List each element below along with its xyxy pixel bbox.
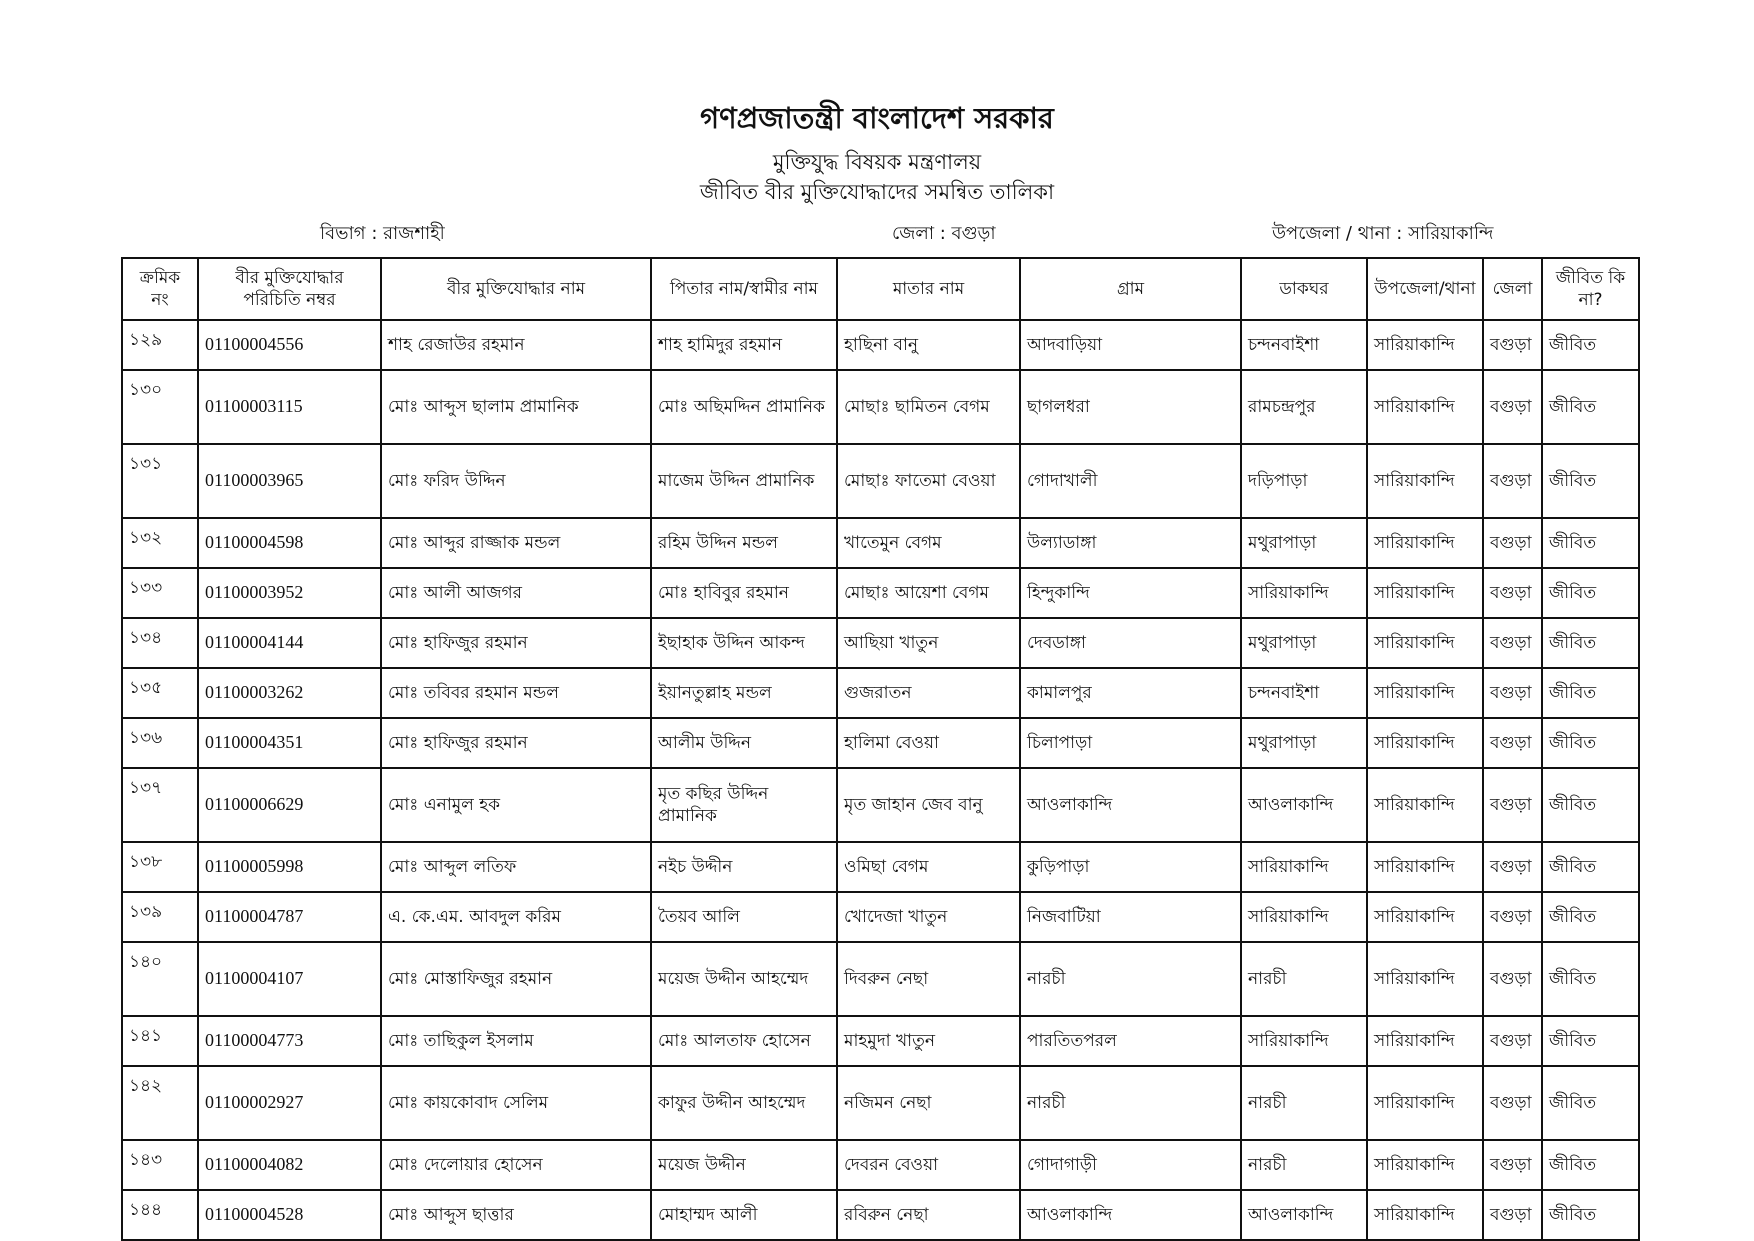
cell-id: 01100004082	[198, 1140, 381, 1190]
table-row	[122, 568, 1639, 618]
table-row	[122, 668, 1639, 718]
table-row	[122, 1016, 1639, 1066]
cell-mother: নজিমন নেছা	[837, 1066, 1020, 1140]
district-label: জেলা : বগুড়া	[892, 223, 996, 244]
cell-district: বগুড়া	[1483, 718, 1542, 768]
cell-district: বগুড়া	[1483, 668, 1542, 718]
cell-upazila: সারিয়াকান্দি	[1367, 668, 1483, 718]
cell-sl: ১৩৬	[122, 718, 198, 768]
table-row	[122, 618, 1639, 668]
cell-name: এ. কে.এম. আবদুল করিম	[381, 892, 651, 942]
cell-upazila: সারিয়াকান্দি	[1367, 618, 1483, 668]
cell-village: দেবডাঙ্গা	[1020, 618, 1241, 668]
table-header-row	[122, 258, 1639, 320]
cell-id: 01100006629	[198, 768, 381, 842]
cell-post: সারিয়াকান্দি	[1241, 568, 1367, 618]
cell-sl: ১৩১	[122, 444, 198, 518]
cell-village: চিলাপাড়া	[1020, 718, 1241, 768]
cell-father: ময়েজ উদ্দীন	[651, 1140, 837, 1190]
cell-post: মথুরাপাড়া	[1241, 718, 1367, 768]
upazila-label: উপজেলা / থানা : সারিয়াকান্দি	[1272, 223, 1494, 244]
cell-district: বগুড়া	[1483, 518, 1542, 568]
cell-status: জীবিত	[1542, 444, 1639, 518]
cell-id: 01100003965	[198, 444, 381, 518]
cell-upazila: সারিয়াকান্দি	[1367, 768, 1483, 842]
freedom-fighter-table	[121, 257, 1640, 1241]
cell-sl: ১৪৪	[122, 1190, 198, 1240]
column-header: গ্রাম	[1020, 258, 1241, 320]
cell-village: নারচী	[1020, 1066, 1241, 1140]
cell-name: মোঃ আব্দুস ছাত্তার	[381, 1190, 651, 1240]
table-row	[122, 518, 1639, 568]
table-row	[122, 444, 1639, 518]
cell-sl: ১৪২	[122, 1066, 198, 1140]
cell-sl: ১৩৪	[122, 618, 198, 668]
cell-father: আলীম উদ্দিন	[651, 718, 837, 768]
table-row	[122, 942, 1639, 1016]
cell-name: মোঃ হাফিজুর রহমান	[381, 718, 651, 768]
cell-mother: দিবরুন নেছা	[837, 942, 1020, 1016]
column-header: ক্রমিক নং	[122, 258, 198, 320]
cell-mother: ওমিছা বেগম	[837, 842, 1020, 892]
cell-status: জীবিত	[1542, 1140, 1639, 1190]
cell-post: চন্দনবাইশা	[1241, 320, 1367, 370]
cell-father: মোঃ অছিমদ্দিন প্রামানিক	[651, 370, 837, 444]
cell-name: মোঃ আলী আজগর	[381, 568, 651, 618]
cell-mother: আছিয়া খাতুন	[837, 618, 1020, 668]
cell-village: কামালপুর	[1020, 668, 1241, 718]
cell-post: দড়িপাড়া	[1241, 444, 1367, 518]
cell-upazila: সারিয়াকান্দি	[1367, 1190, 1483, 1240]
column-header: মাতার নাম	[837, 258, 1020, 320]
cell-post: আওলাকান্দি	[1241, 768, 1367, 842]
cell-sl: ১৩২	[122, 518, 198, 568]
cell-mother: মোছাঃ ফাতেমা বেওয়া	[837, 444, 1020, 518]
cell-district: বগুড়া	[1483, 842, 1542, 892]
cell-village: গোদাখালী	[1020, 444, 1241, 518]
cell-village: আওলাকান্দি	[1020, 768, 1241, 842]
cell-status: জীবিত	[1542, 768, 1639, 842]
cell-village: উল্যাডাঙ্গা	[1020, 518, 1241, 568]
cell-upazila: সারিয়াকান্দি	[1367, 568, 1483, 618]
cell-name: মোঃ ফরিদ উদ্দিন	[381, 444, 651, 518]
cell-sl: ১৪১	[122, 1016, 198, 1066]
cell-sl: ১৩৫	[122, 668, 198, 718]
cell-status: জীবিত	[1542, 1066, 1639, 1140]
cell-father: মোঃ হাবিবুর রহমান	[651, 568, 837, 618]
ministry-name: মুক্তিযুদ্ধ বিষয়ক মন্ত্রণালয়	[772, 150, 982, 174]
cell-mother: মোছাঃ ছামিতন বেগম	[837, 370, 1020, 444]
cell-id: 01100002927	[198, 1066, 381, 1140]
cell-district: বগুড়া	[1483, 1066, 1542, 1140]
cell-sl: ১৪৩	[122, 1140, 198, 1190]
cell-id: 01100003115	[198, 370, 381, 444]
cell-name: মোঃ দেলোয়ার হোসেন	[381, 1140, 651, 1190]
cell-upazila: সারিয়াকান্দি	[1367, 370, 1483, 444]
table-row	[122, 1190, 1639, 1240]
cell-post: মথুরাপাড়া	[1241, 518, 1367, 568]
cell-name: মোঃ এনামুল হক	[381, 768, 651, 842]
cell-father: মোঃ আলতাফ হোসেন	[651, 1016, 837, 1066]
cell-id: 01100004107	[198, 942, 381, 1016]
table-row	[122, 768, 1639, 842]
cell-id: 01100004773	[198, 1016, 381, 1066]
cell-sl: ১৩৭	[122, 768, 198, 842]
cell-village: হিন্দুকান্দি	[1020, 568, 1241, 618]
cell-mother: হালিমা বেওয়া	[837, 718, 1020, 768]
cell-status: জীবিত	[1542, 1016, 1639, 1066]
cell-sl: ১৩৯	[122, 892, 198, 942]
table-row	[122, 1066, 1639, 1140]
cell-id: 01100004598	[198, 518, 381, 568]
cell-village: আদবাড়িয়া	[1020, 320, 1241, 370]
cell-father: কাফুর উদ্দীন আহম্মেদ	[651, 1066, 837, 1140]
cell-district: বগুড়া	[1483, 568, 1542, 618]
table-row	[122, 370, 1639, 444]
cell-name: মোঃ তাছিকুল ইসলাম	[381, 1016, 651, 1066]
cell-post: মথুরাপাড়া	[1241, 618, 1367, 668]
column-header: জীবিত কি না?	[1542, 258, 1639, 320]
cell-id: 01100004528	[198, 1190, 381, 1240]
cell-status: জীবিত	[1542, 320, 1639, 370]
cell-mother: খোদেজা খাতুন	[837, 892, 1020, 942]
cell-father: তৈয়ব আলি	[651, 892, 837, 942]
column-header: বীর মুক্তিযোদ্ধার পরিচিতি নম্বর	[198, 258, 381, 320]
cell-district: বগুড়া	[1483, 1016, 1542, 1066]
cell-father: ইয়ানতুল্লাহ মন্ডল	[651, 668, 837, 718]
cell-id: 01100004351	[198, 718, 381, 768]
cell-status: জীবিত	[1542, 370, 1639, 444]
cell-upazila: সারিয়াকান্দি	[1367, 444, 1483, 518]
table-row	[122, 892, 1639, 942]
cell-post: চন্দনবাইশা	[1241, 668, 1367, 718]
cell-district: বগুড়া	[1483, 1140, 1542, 1190]
cell-name: মোঃ কায়কোবাদ সেলিম	[381, 1066, 651, 1140]
cell-mother: খাতেমুন বেগম	[837, 518, 1020, 568]
cell-upazila: সারিয়াকান্দি	[1367, 1066, 1483, 1140]
cell-district: বগুড়া	[1483, 892, 1542, 942]
cell-district: বগুড়া	[1483, 370, 1542, 444]
cell-id: 01100004556	[198, 320, 381, 370]
table-row	[122, 842, 1639, 892]
cell-village: নারচী	[1020, 942, 1241, 1016]
cell-village: গোদাগাড়ী	[1020, 1140, 1241, 1190]
cell-status: জীবিত	[1542, 942, 1639, 1016]
cell-post: সারিয়াকান্দি	[1241, 842, 1367, 892]
cell-name: মোঃ আব্দুর রাজ্জাক মন্ডল	[381, 518, 651, 568]
cell-id: 01100004144	[198, 618, 381, 668]
cell-status: জীবিত	[1542, 618, 1639, 668]
division-label: বিভাগ : রাজশাহী	[320, 223, 445, 244]
cell-father: শাহ হামিদুর রহমান	[651, 320, 837, 370]
cell-post: সারিয়াকান্দি	[1241, 1016, 1367, 1066]
cell-mother: মাহমুদা খাতুন	[837, 1016, 1020, 1066]
cell-district: বগুড়া	[1483, 768, 1542, 842]
cell-status: জীবিত	[1542, 568, 1639, 618]
cell-post: নারচী	[1241, 1066, 1367, 1140]
cell-id: 01100003952	[198, 568, 381, 618]
cell-post: নারচী	[1241, 1140, 1367, 1190]
cell-sl: ১৩৮	[122, 842, 198, 892]
cell-status: জীবিত	[1542, 842, 1639, 892]
cell-status: জীবিত	[1542, 718, 1639, 768]
cell-status: জীবিত	[1542, 668, 1639, 718]
cell-upazila: সারিয়াকান্দি	[1367, 1140, 1483, 1190]
column-header: বীর মুক্তিযোদ্ধার নাম	[381, 258, 651, 320]
column-header: ডাকঘর	[1241, 258, 1367, 320]
cell-status: জীবিত	[1542, 892, 1639, 942]
cell-father: ইছাহাক উদ্দিন আকন্দ	[651, 618, 837, 668]
cell-upazila: সারিয়াকান্দি	[1367, 518, 1483, 568]
cell-upazila: সারিয়াকান্দি	[1367, 1016, 1483, 1066]
cell-name: মোঃ আব্দুল লতিফ	[381, 842, 651, 892]
table-row	[122, 1140, 1639, 1190]
column-header: উপজেলা/থানা	[1367, 258, 1483, 320]
cell-mother: হাছিনা বানু	[837, 320, 1020, 370]
cell-id: 01100003262	[198, 668, 381, 718]
cell-name: মোঃ তবিবর রহমান মন্ডল	[381, 668, 651, 718]
cell-district: বগুড়া	[1483, 942, 1542, 1016]
cell-village: পারতিতপরল	[1020, 1016, 1241, 1066]
cell-mother: মৃত জাহান জেব বানু	[837, 768, 1020, 842]
cell-mother: দেবরন বেওয়া	[837, 1140, 1020, 1190]
cell-mother: গুজরাতন	[837, 668, 1020, 718]
cell-village: নিজবাটিয়া	[1020, 892, 1241, 942]
cell-id: 01100005998	[198, 842, 381, 892]
cell-father: মাজেম উদ্দিন প্রামানিক	[651, 444, 837, 518]
cell-father: মোহাম্মদ আলী	[651, 1190, 837, 1240]
column-header: জেলা	[1483, 258, 1542, 320]
cell-name: মোঃ হাফিজুর রহমান	[381, 618, 651, 668]
cell-upazila: সারিয়াকান্দি	[1367, 718, 1483, 768]
cell-sl: ১৪০	[122, 942, 198, 1016]
page-title: গণপ্রজাতন্ত্রী বাংলাদেশ সরকার	[700, 101, 1054, 135]
cell-village: ছাগলধরা	[1020, 370, 1241, 444]
cell-district: বগুড়া	[1483, 320, 1542, 370]
cell-id: 01100004787	[198, 892, 381, 942]
cell-mother: মোছাঃ আয়েশা বেগম	[837, 568, 1020, 618]
list-title: জীবিত বীর মুক্তিযোদ্ধাদের সমন্বিত তালিকা	[699, 180, 1055, 204]
column-header: পিতার নাম/স্বামীর নাম	[651, 258, 837, 320]
cell-father: নইচ উদ্দীন	[651, 842, 837, 892]
cell-mother: রবিরুন নেছা	[837, 1190, 1020, 1240]
cell-district: বগুড়া	[1483, 618, 1542, 668]
cell-sl: ১২৯	[122, 320, 198, 370]
cell-sl: ১৩৩	[122, 568, 198, 618]
cell-village: কুড়িপাড়া	[1020, 842, 1241, 892]
cell-upazila: সারিয়াকান্দি	[1367, 942, 1483, 1016]
cell-father: রহিম উদ্দিন মন্ডল	[651, 518, 837, 568]
cell-name: শাহ রেজাউর রহমান	[381, 320, 651, 370]
cell-post: রামচন্দ্রপুর	[1241, 370, 1367, 444]
cell-upazila: সারিয়াকান্দি	[1367, 892, 1483, 942]
cell-name: মোঃ আব্দুস ছালাম প্রামানিক	[381, 370, 651, 444]
cell-post: আওলাকান্দি	[1241, 1190, 1367, 1240]
cell-upazila: সারিয়াকান্দি	[1367, 320, 1483, 370]
cell-status: জীবিত	[1542, 1190, 1639, 1240]
table-row	[122, 320, 1639, 370]
cell-father: মৃত কছির উদ্দিন প্রামানিক	[651, 768, 837, 842]
table-row	[122, 718, 1639, 768]
cell-village: আওলাকান্দি	[1020, 1190, 1241, 1240]
cell-name: মোঃ মোস্তাফিজুর রহমান	[381, 942, 651, 1016]
cell-father: ময়েজ উদ্দীন আহম্মেদ	[651, 942, 837, 1016]
cell-status: জীবিত	[1542, 518, 1639, 568]
cell-post: নারচী	[1241, 942, 1367, 1016]
cell-district: বগুড়া	[1483, 444, 1542, 518]
cell-district: বগুড়া	[1483, 1190, 1542, 1240]
cell-post: সারিয়াকান্দি	[1241, 892, 1367, 942]
cell-upazila: সারিয়াকান্দি	[1367, 842, 1483, 892]
cell-sl: ১৩০	[122, 370, 198, 444]
